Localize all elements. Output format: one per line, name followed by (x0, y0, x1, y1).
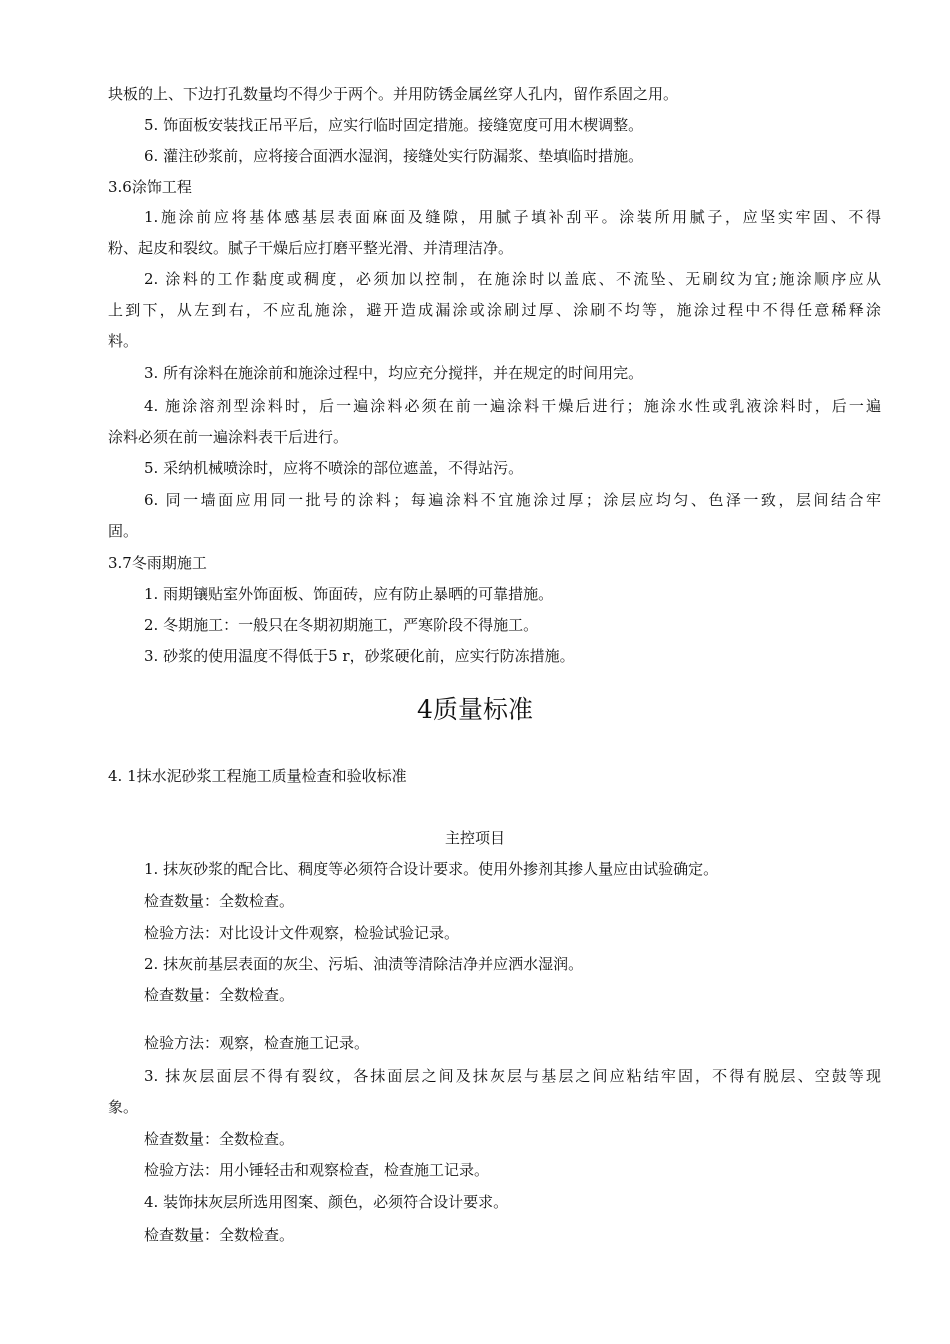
chapter-title: 4质量标准 (417, 695, 533, 724)
text-line: 料。 (108, 332, 139, 350)
text-line: 2. 涂料的工作黏度或稠度，必须加以控制，在施涂时以盖底、不流坠、无刷纹为宜;施涂顺序应从 (144, 270, 881, 288)
text-line: 上到下，从左到右，不应乱施涂，避开造成漏涂或涂刷过厚、涂刷不均等，施涂过程中不得任意稀释涂 (108, 301, 881, 319)
text-line: 5. 饰面板安装找正吊平后，应实行临时固定措施。接缝宽度可用木楔调整。 (144, 116, 644, 134)
text-line: 1. 抹灰砂浆的配合比、稠度等必须符合设计要求。使用外掺剂其掺人量应由试验确定。 (144, 860, 719, 878)
text-line: 3. 所有涂料在施涂前和施涂过程中，均应充分搅拌，并在规定的时间用完。 (144, 364, 644, 382)
subsection-heading: 主控项目 (444, 829, 505, 847)
text-line: 6. 灌注砂浆前，应将接合面洒水湿润，接缝处实行防漏浆、垫填临时措施。 (144, 147, 644, 165)
text-line: 涂料必须在前一遍涂料表干后进行。 (108, 428, 349, 446)
section-heading: 3.7冬雨期施工 (108, 554, 207, 572)
text-line: 检查数量：全数检查。 (144, 892, 295, 910)
text-line: 检查数量：全数检查。 (144, 986, 295, 1004)
text-line: 5. 采纳机械喷涂时，应将不喷涂的部位遮盖，不得站污。 (144, 459, 524, 477)
text-line: 2. 冬期施工：一般只在冬期初期施工，严寒阶段不得施工。 (144, 616, 539, 634)
text-line: 2. 抹灰前基层表面的灰尘、污垢、油渍等清除洁净并应洒水湿润。 (144, 955, 584, 973)
text-line: 检验方法：观察，检查施工记录。 (144, 1034, 370, 1052)
text-line: 块板的上、下边打孔数量均不得少于两个。并用防锈金属丝穿人孔内，留作系固之用。 (108, 85, 679, 103)
text-line: 固。 (108, 522, 139, 540)
text-line: 1. 雨期镶贴室外饰面板、饰面砖，应有防止暴晒的可靠措施。 (144, 585, 554, 603)
text-line: 4. 施涂溶剂型涂料时，后一遍涂料必须在前一遍涂料干燥后进行；施涂水性或乳液涂料时，后一遍 (144, 397, 881, 415)
text-line: 4. 装饰抹灰层所选用图案、颜色，必须符合设计要求。 (144, 1193, 509, 1211)
section-heading: 3.6涂饰工程 (108, 178, 192, 196)
text-line: 3. 抹灰层面层不得有裂纹，各抹面层之间及抹灰层与基层之间应粘结牢固，不得有脱层、空鼓等现 (144, 1067, 881, 1085)
text-line: 检查数量：全数检查。 (144, 1130, 295, 1148)
text-line: 检验方法：用小锤轻击和观察检查，检查施工记录。 (144, 1161, 490, 1179)
text-line: 象。 (108, 1098, 139, 1116)
text-line: 3. 砂浆的使用温度不得低于5 r，砂浆硬化前，应实行防冻措施。 (144, 647, 575, 665)
text-line: 检验方法：对比设计文件观察，检验试验记录。 (144, 924, 460, 942)
text-line: 1.施涂前应将基体感基层表面麻面及缝隙，用腻子填补刮平。涂装所用腻子，应坚实牢固、不得 (144, 208, 881, 226)
text-line: 检查数量：全数检查。 (144, 1226, 295, 1244)
section-heading: 4. 1抹水泥砂浆工程施工质量检查和验收标准 (108, 767, 407, 785)
text-line: 粉、起皮和裂纹。腻子干燥后应打磨平整光滑、并清理洁净。 (108, 239, 514, 257)
text-line: 6. 同一墙面应用同一批号的涂料；每遍涂料不宜施涂过厚；涂层应均匀、色泽一致，层间结合牢 (144, 491, 881, 509)
